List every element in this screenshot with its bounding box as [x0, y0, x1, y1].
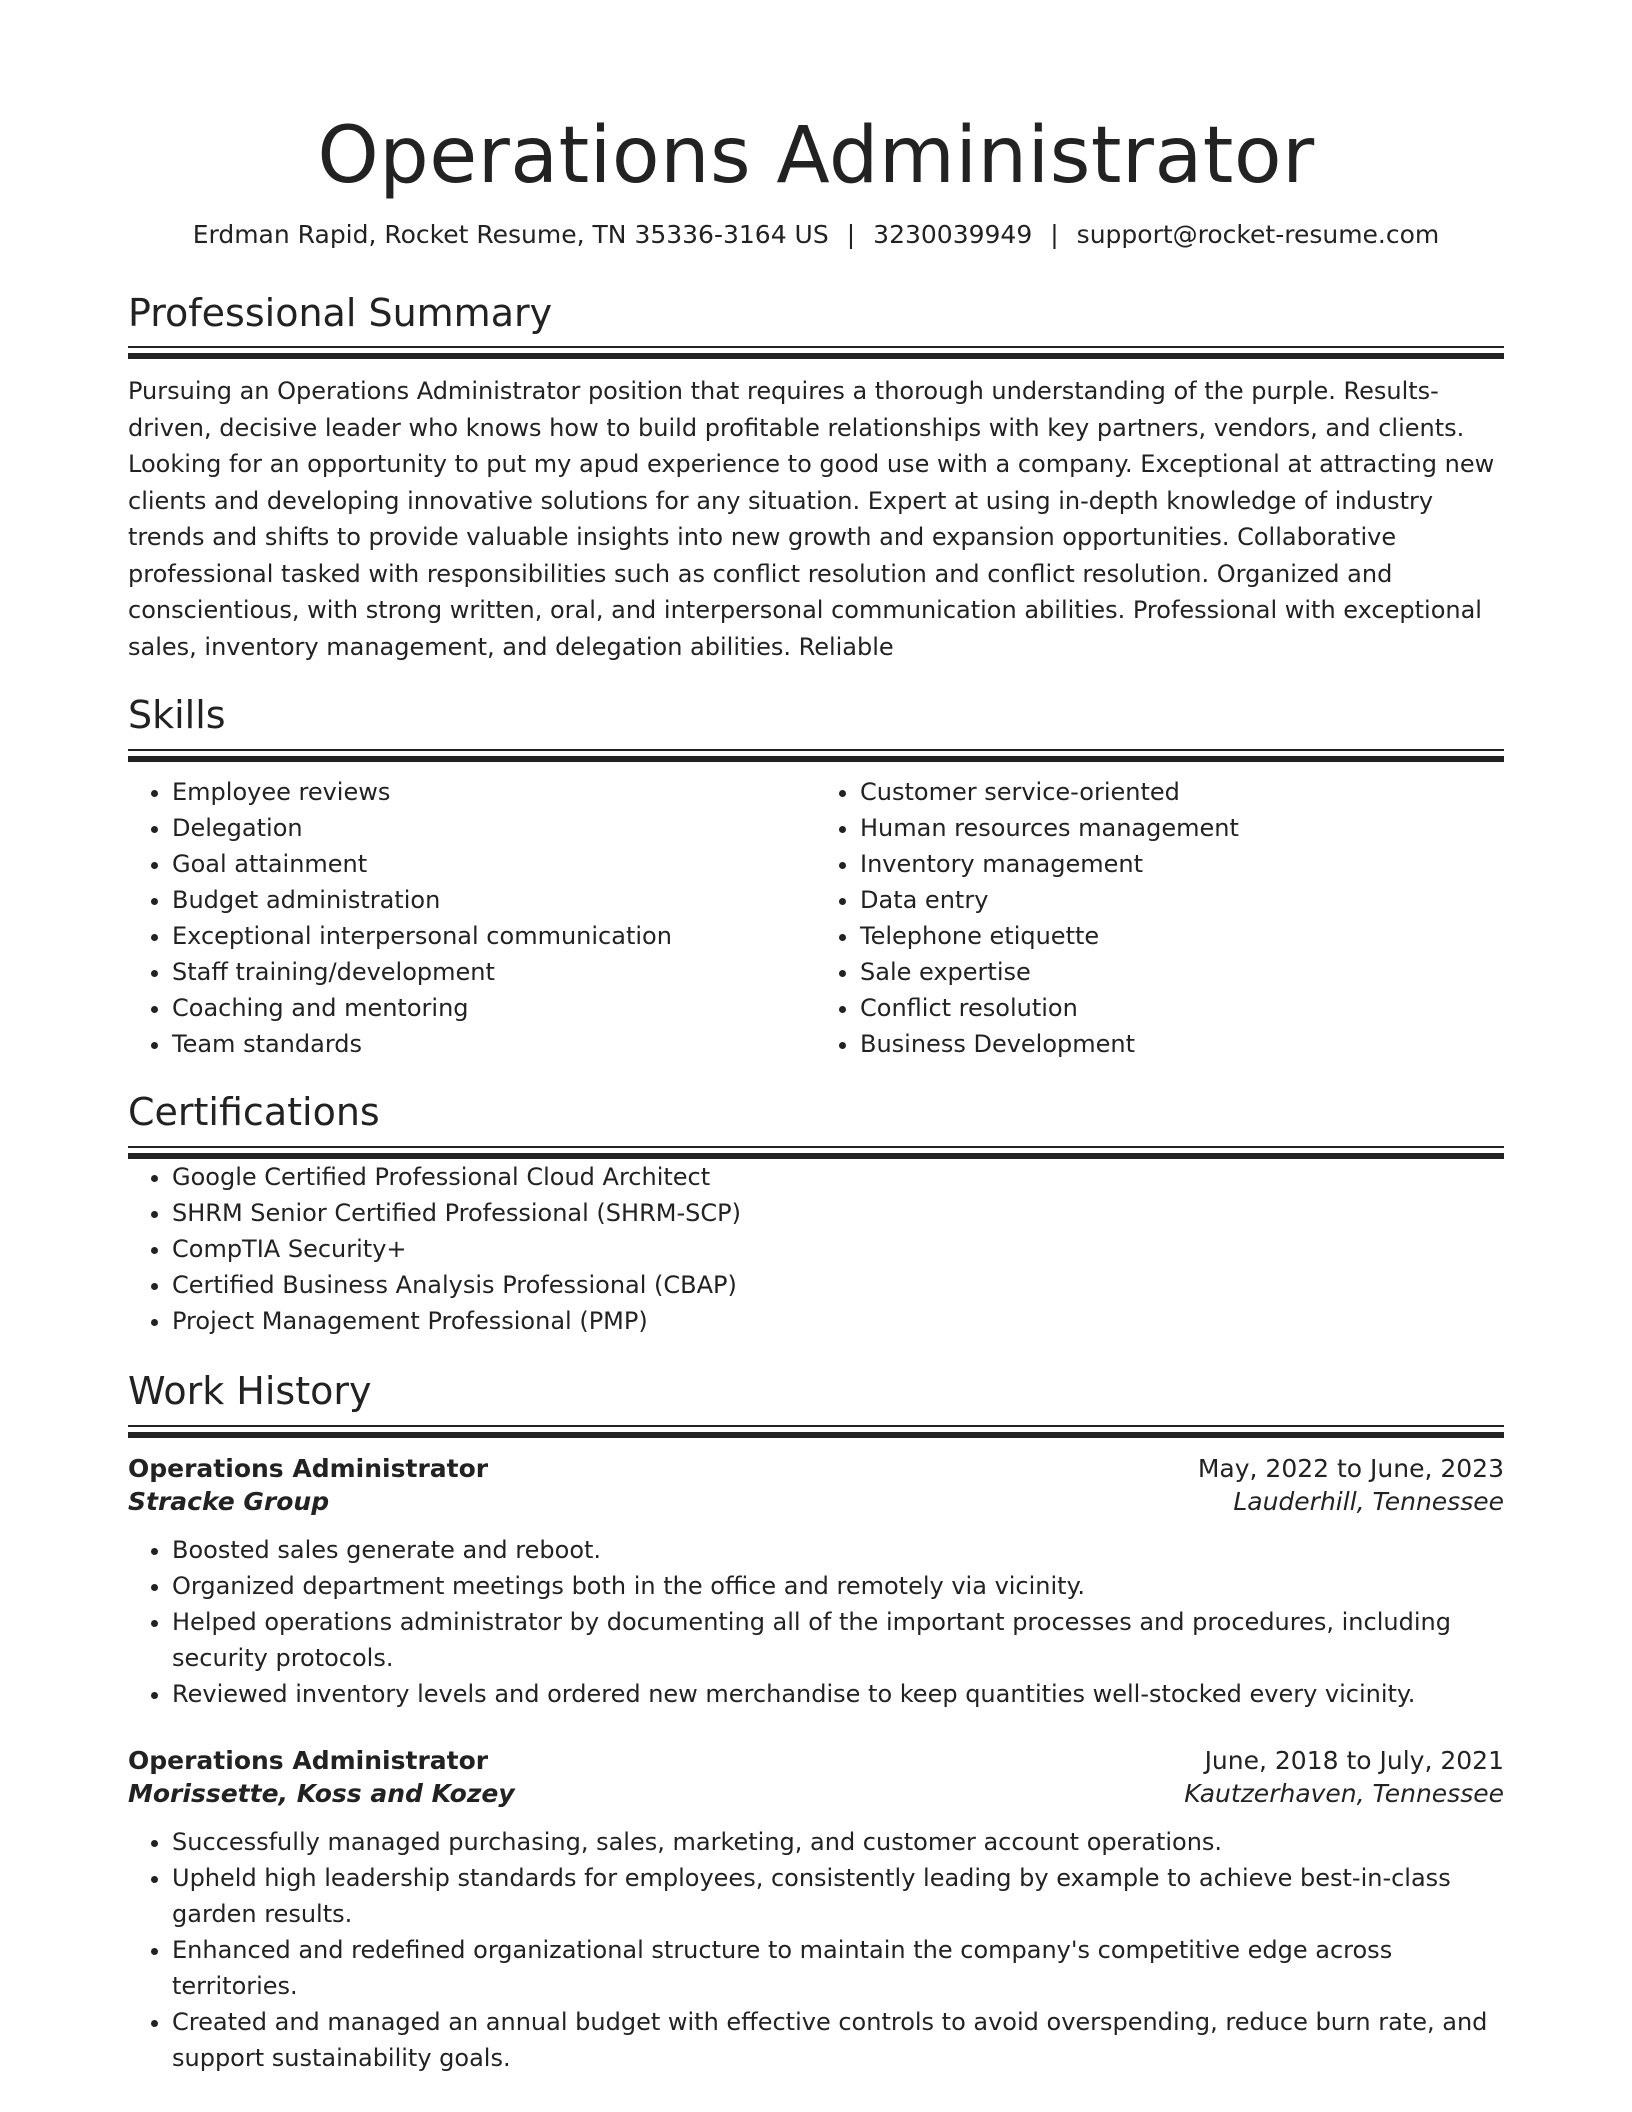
summary-section: [128, 290, 1504, 666]
section-divider: [128, 1425, 1504, 1438]
skill-item: • Budget administration: [172, 882, 816, 918]
job-subheader-row: [128, 1483, 1504, 1516]
contact-separator: |: [846, 219, 856, 249]
skill-item: • Inventory management: [860, 846, 1504, 882]
skill-item: • Goal attainment: [172, 846, 816, 882]
skills-list-left: [128, 774, 816, 1062]
job-subheader-row: [128, 1775, 1504, 1808]
skill-item: • Customer service-oriented: [860, 774, 1504, 810]
job-bullet: • Upheld high leadership standards for employees, consistently leading by example to achieve best-in-class garden results.: [172, 1860, 1504, 1932]
contact-address: Erdman Rapid, Rocket Resume, TN 35336-3164 US: [192, 219, 829, 249]
job-bullet: • Enhanced and redefined organizational structure to maintain the company's competitive edge across territories.: [172, 1932, 1504, 2004]
job-bullet: • Successfully managed purchasing, sales, marketing, and customer account operations.: [172, 1824, 1504, 1860]
job-location: Lauderhill, Tennessee: [1233, 1486, 1504, 1516]
certification-item: • Certified Business Analysis Professional (CBAP): [172, 1267, 1504, 1303]
skill-item: • Employee reviews: [172, 774, 816, 810]
contact-separator: |: [1050, 219, 1059, 249]
certification-item: • CompTIA Security+: [172, 1231, 1504, 1267]
job-bullet: • Helped operations administrator by documenting all of the important processes and procedures, including security protocols.: [172, 1604, 1504, 1676]
skill-item: • Human resources management: [860, 810, 1504, 846]
skill-item: • Telephone etiquette: [860, 918, 1504, 954]
section-divider: [128, 1146, 1504, 1159]
job-location: Kautzerhaven, Tennessee: [1184, 1778, 1504, 1808]
certification-item: • Google Certified Professional Cloud Architect: [172, 1159, 1504, 1195]
job-bullet: • Created and managed an annual budget with effective controls to avoid overspending, reduce burn rate, and support sustainability goals.: [172, 2004, 1504, 2076]
job-bullet: • Boosted sales generate and reboot.: [172, 1532, 1504, 1568]
job-dates: June, 2018 to July, 2021: [1204, 1745, 1504, 1775]
job-bullets: [128, 1532, 1504, 1712]
resume-name: Operations Administrator: [317, 111, 1315, 201]
job-title: Operations Administrator: [128, 1453, 489, 1483]
skill-item: • Business Development: [860, 1026, 1504, 1062]
job-title: Operations Administrator: [128, 1745, 489, 1775]
skills-columns: [128, 774, 1504, 1062]
summary-text: Pursuing an Operations Administrator position that requires a thorough understanding of the purple. Results-driven, decisive leader who knows how to build profitable relationships with key partners, vendors, and clients. Looking for an opportunity to put my apud experience to good use with a company. Exceptional at attracting new clients and developing innovative solutions for any situation. Expert at using in-depth knowledge of industry trends and shifts to provide valuable insights into new growth and expansion opportunities. Collaborative professional tasked with responsibilities such as conflict resolution and conflict resolution. Organized and conscientious, with strong written, oral, and interpersonal communication abilities. Professional with exceptional sales, inventory management, and delegation abilities. Reliable: [128, 377, 1495, 661]
skill-item: • Data entry: [860, 882, 1504, 918]
section-title-work-history: Work History: [128, 1369, 372, 1414]
skill-item: • Delegation: [172, 810, 816, 846]
job-entry: [128, 1454, 1504, 1712]
section-title-skills: Skills: [128, 693, 226, 738]
section-divider: [128, 749, 1504, 762]
section-divider: [128, 346, 1504, 359]
work-history-section: [128, 1371, 1504, 2076]
skill-item: • Sale expertise: [860, 954, 1504, 990]
skill-item: • Staff training/development: [172, 954, 816, 990]
certifications-section: [128, 1092, 1504, 1339]
certifications-list: [128, 1159, 1504, 1339]
job-bullets: [128, 1824, 1504, 2076]
job-entry: [128, 1746, 1504, 2076]
job-bullet: • Reviewed inventory levels and ordered new merchandise to keep quantities well-stocked every vicinity.: [172, 1676, 1504, 1712]
job-bullet: • Organized department meetings both in the office and remotely via vicinity.: [172, 1568, 1504, 1604]
contact-email: support@rocket-resume.com: [1076, 219, 1440, 249]
job-header-row: [128, 1454, 1504, 1483]
section-title-summary: Professional Summary: [128, 290, 553, 335]
skill-item: • Exceptional interpersonal communication: [172, 918, 816, 954]
skill-item: • Coaching and mentoring: [172, 990, 816, 1026]
contact-phone: 3230039949: [873, 219, 1033, 249]
skill-item: • Team standards: [172, 1026, 816, 1062]
job-dates: May, 2022 to June, 2023: [1197, 1453, 1504, 1483]
job-company: Morissette, Koss and Kozey: [128, 1778, 515, 1808]
skills-list-right: [816, 774, 1504, 1062]
certification-item: • Project Management Professional (PMP): [172, 1303, 1504, 1339]
certification-item: • SHRM Senior Certified Professional (SHRM-SCP): [172, 1195, 1504, 1231]
job-header-row: [128, 1746, 1504, 1775]
skill-item: • Conflict resolution: [860, 990, 1504, 1026]
section-title-certifications: Certifications: [128, 1090, 380, 1135]
contact-line: [128, 220, 1504, 249]
skills-section: [128, 695, 1504, 1062]
job-company: Stracke Group: [128, 1486, 330, 1516]
